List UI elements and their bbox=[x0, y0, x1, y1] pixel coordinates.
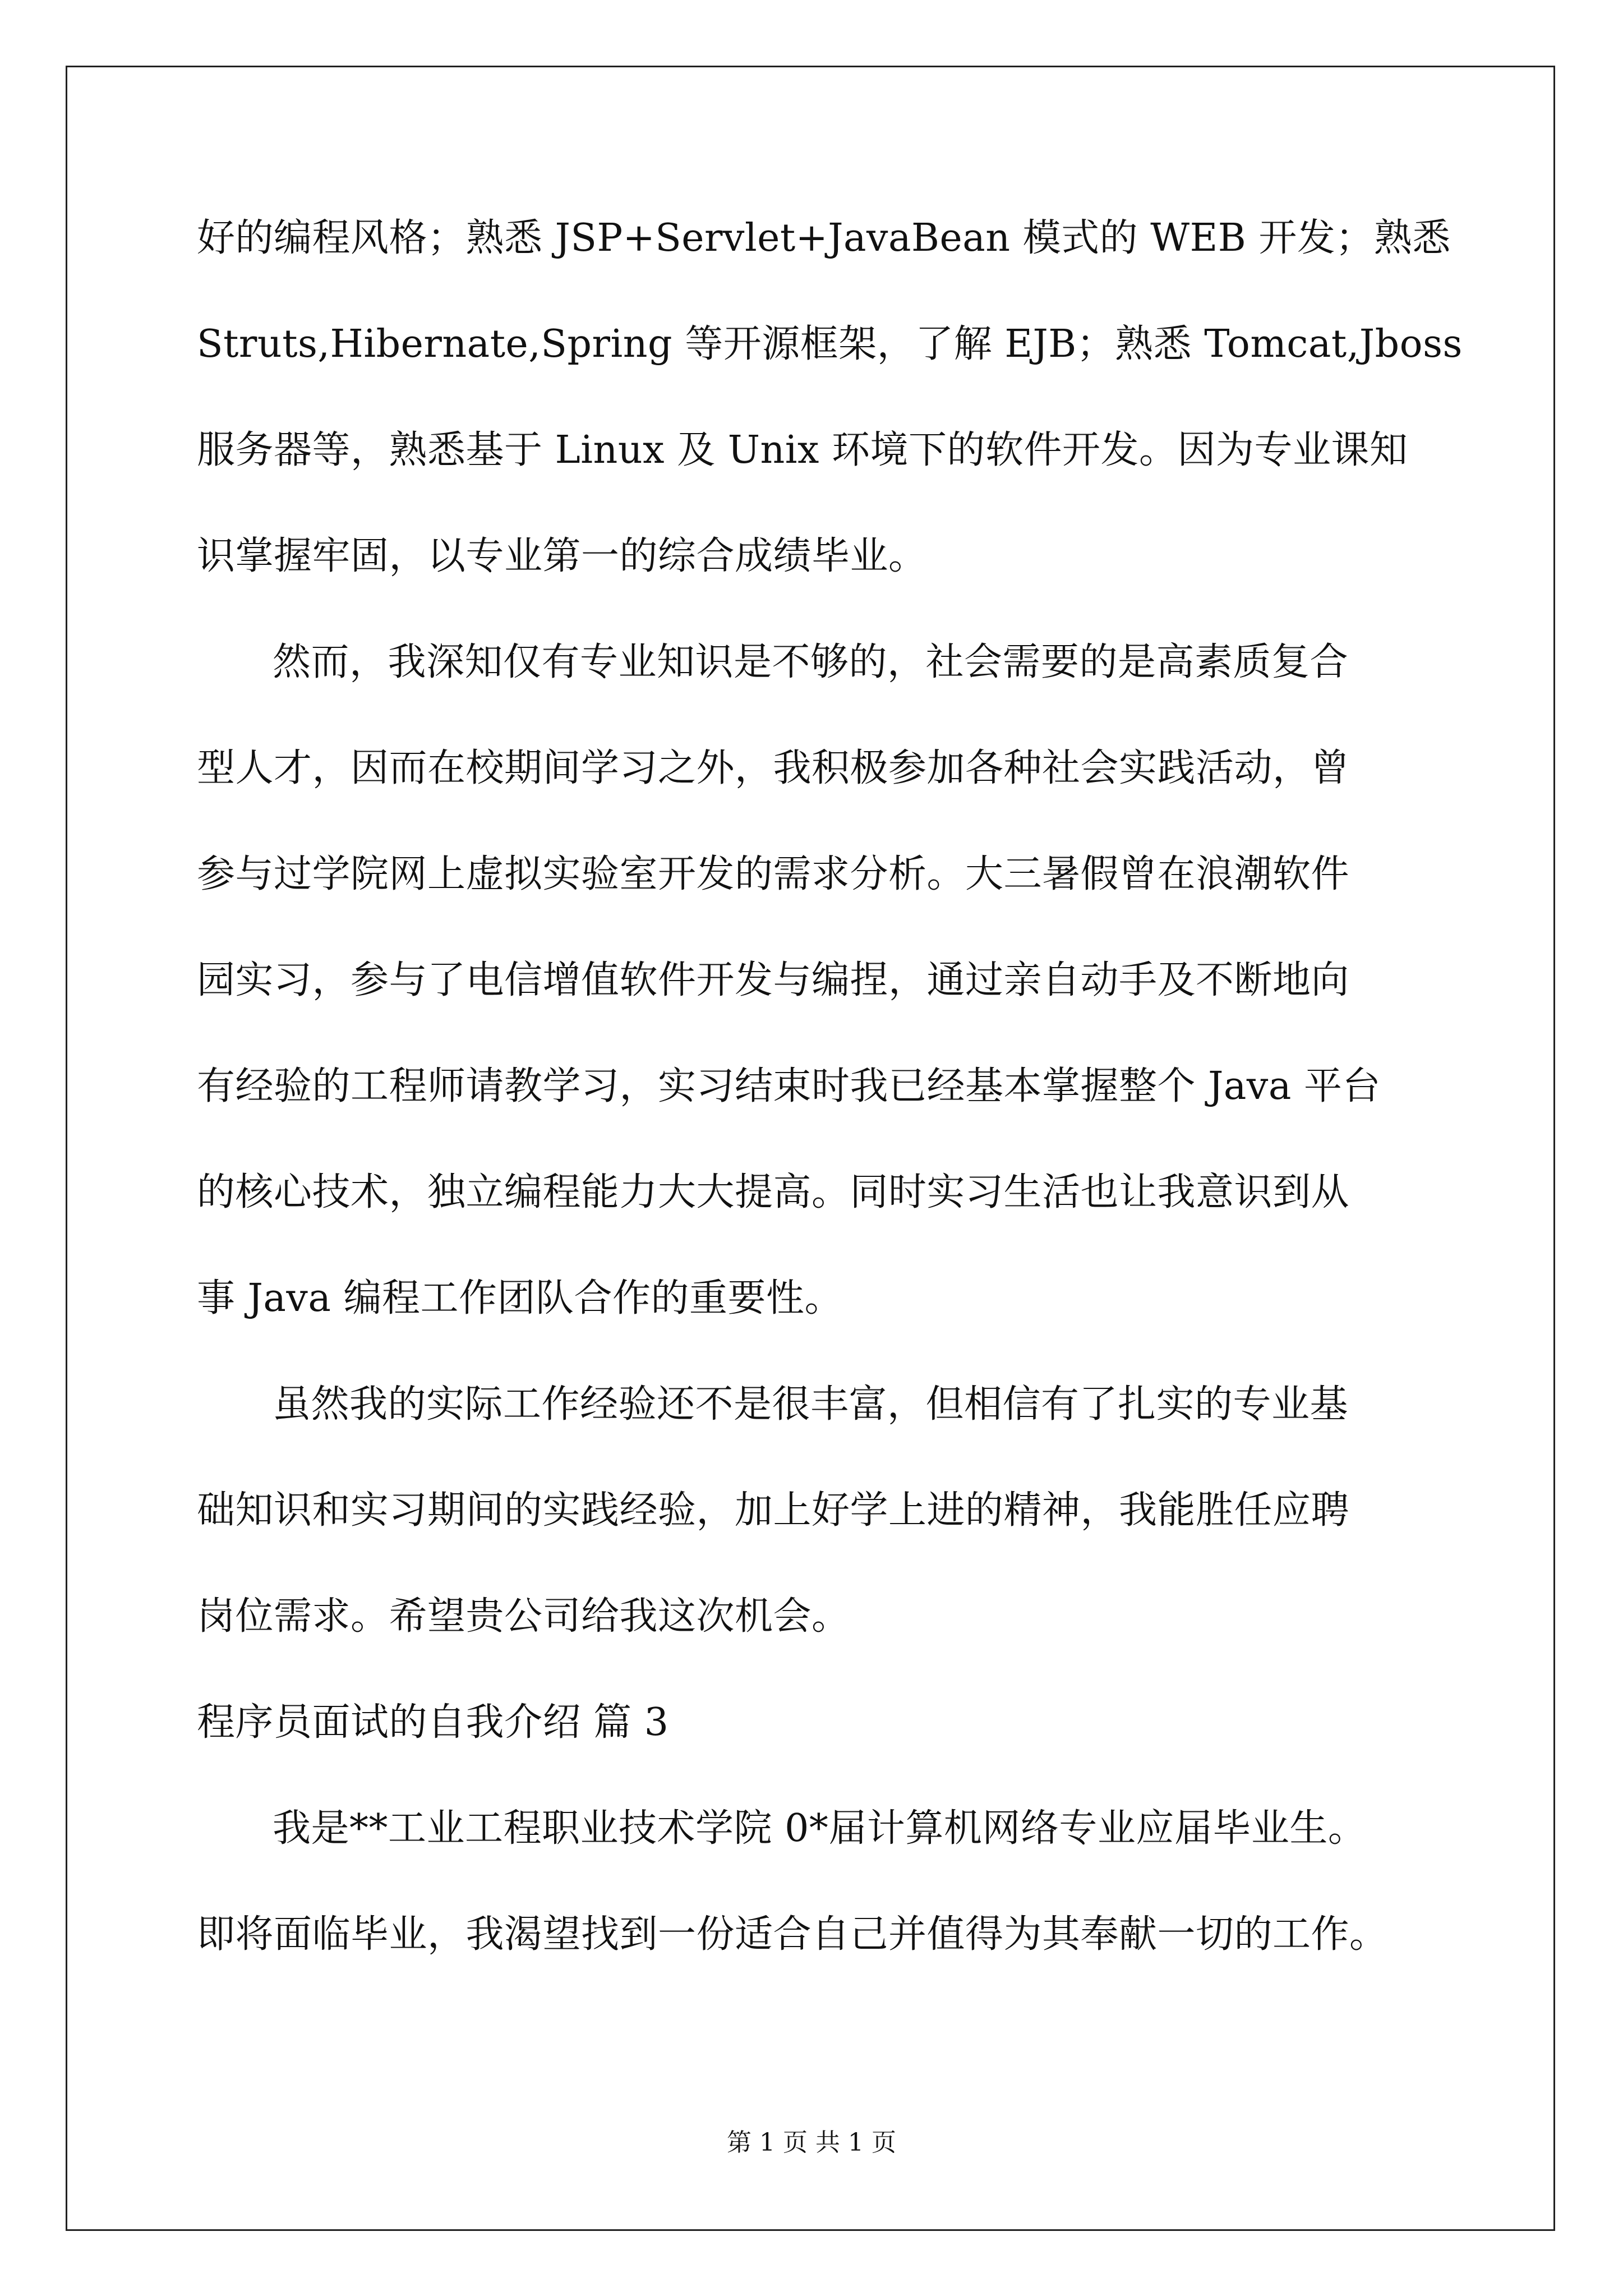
paragraph-line: 即将面临毕业，我渴望找到一份适合自己并值得为其奉献一切的工作。 bbox=[197, 1912, 1388, 1957]
paragraph-line: 岗位需求。希望贵公司给我这次机会。 bbox=[197, 1594, 850, 1639]
paragraph-line: Struts,Hibernate,Spring 等开源框架，了解 EJB；熟悉 Tomcat,Jboss bbox=[197, 322, 1463, 366]
paragraph-first-line: 我是**工业工程职业技术学院 0*届计算机网络专业应届毕业生。 bbox=[273, 1806, 1367, 1851]
paragraph-line: 园实习，参与了电信增值软件开发与编捏，通过亲自动手及不断地向 bbox=[197, 958, 1350, 1002]
section-heading: 程序员面试的自我介绍 篇 3 bbox=[197, 1700, 669, 1745]
paragraph-line: 识掌握牢固，以专业第一的综合成绩毕业。 bbox=[197, 534, 927, 578]
page-number-footer: 第 1 页 共 1 页 bbox=[727, 2128, 896, 2157]
paragraph-line: 型人才，因而在校期间学习之外，我积极参加各种社会实践活动，曾 bbox=[197, 746, 1350, 790]
paragraph-first-line: 然而，我深知仅有专业知识是不够的，社会需要的是高素质复合 bbox=[273, 640, 1349, 684]
paragraph-line: 好的编程风格；熟悉 JSP+Servlet+JavaBean 模式的 WEB 开发；熟悉 bbox=[197, 216, 1451, 260]
paragraph-line: 的核心技术，独立编程能力大大提高。同时实习生活也让我意识到从 bbox=[197, 1170, 1350, 1214]
paragraph-line: 服务器等，熟悉基于 Linux 及 Unix 环境下的软件开发。因为专业课知 bbox=[197, 428, 1408, 472]
paragraph-line: 础知识和实习期间的实践经验，加上好学上进的精神，我能胜任应聘 bbox=[197, 1488, 1350, 1533]
paragraph-line: 有经验的工程师请教学习，实习结束时我已经基本掌握整个 Java 平台 bbox=[197, 1064, 1381, 1108]
document-body bbox=[197, 213, 1463, 2016]
paragraph-first-line: 虽然我的实际工作经验还不是很丰富，但相信有了扎实的专业基 bbox=[273, 1382, 1349, 1427]
paragraph-line: 事 Java 编程工作团队合作的重要性。 bbox=[197, 1276, 843, 1320]
paragraph-line: 参与过学院网上虚拟实验室开发的需求分析。大三暑假曾在浪潮软件 bbox=[197, 852, 1350, 896]
